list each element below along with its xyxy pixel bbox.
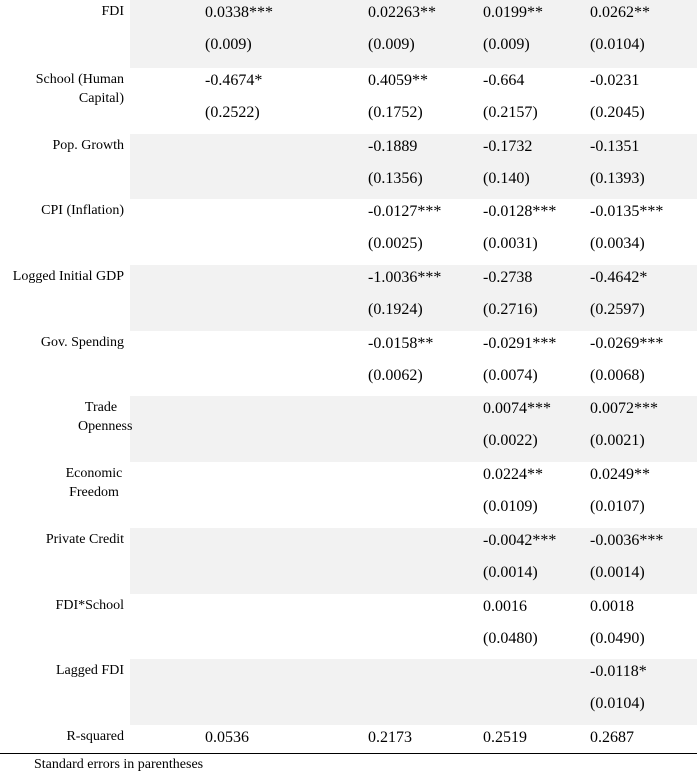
standard-error: (0.0490): [590, 629, 645, 647]
coefficient: -0.0158**: [368, 334, 434, 352]
coefficient: 0.0338***: [205, 4, 273, 21]
coefficient: -0.0127***: [368, 203, 442, 221]
coefficient: 0.0224**: [483, 466, 543, 484]
table-row-cpi: [0, 199, 697, 265]
table-row-school: [0, 68, 697, 134]
row-label: FDI: [0, 0, 130, 68]
coefficient: 0.0074***: [483, 400, 551, 418]
row-label: Trade Openness: [0, 396, 130, 462]
coefficient: -0.0042***: [483, 531, 557, 549]
coefficient: -0.1889: [368, 137, 418, 155]
coefficient: -0.0231: [590, 72, 640, 89]
coefficient: -0.1351: [590, 137, 640, 155]
standard-error: (0.2597): [590, 301, 645, 319]
standard-error: (0.0107): [590, 498, 645, 516]
standard-error: (0.0074): [483, 366, 538, 384]
coefficient: -0.0269***: [590, 334, 664, 352]
standard-error: (0.1356): [368, 169, 423, 187]
row-label: School (Human Capital): [35, 72, 124, 106]
coefficient: 0.02263**: [368, 4, 436, 21]
coefficient: -0.0118*: [590, 663, 647, 681]
coefficient: 0.0072***: [590, 400, 658, 418]
coefficient: -0.0036***: [590, 531, 664, 549]
coefficient: -0.0135***: [590, 203, 664, 221]
row-label: R-squared: [66, 728, 124, 744]
standard-error: (0.009): [368, 36, 415, 53]
row-label: FDI*School: [55, 597, 124, 613]
table-row-gov-spending: [0, 331, 697, 397]
standard-error: (0.0034): [590, 235, 645, 253]
coefficient: 0.0018: [590, 597, 634, 615]
standard-error: (0.0014): [590, 563, 645, 581]
row-label: CPI (Inflation): [41, 203, 124, 219]
standard-error: (0.0025): [368, 235, 423, 253]
row-label: Logged Initial GDP: [0, 265, 130, 331]
standard-error: (0.009): [205, 36, 252, 53]
row-label: Gov. Spending: [40, 334, 124, 350]
table-row-private-credit: [0, 528, 697, 594]
coefficient: 0.0262**: [590, 4, 650, 21]
row-label: Economic Freedom: [65, 466, 123, 501]
standard-error: (0.0014): [483, 563, 538, 581]
table-bottom-rule: [0, 753, 697, 754]
standard-error: (0.0104): [590, 695, 645, 713]
standard-error: (0.2716): [483, 301, 538, 319]
standard-error: (0.2522): [205, 104, 260, 121]
coefficient: 0.4059**: [368, 72, 428, 89]
standard-error: (0.0031): [483, 235, 538, 253]
standard-error: (0.0021): [590, 432, 645, 450]
standard-error: (0.0104): [590, 36, 645, 53]
coefficient: 0.2173: [368, 728, 412, 746]
table-row-pop-growth: [0, 134, 697, 200]
table-row-fdi-school: [0, 594, 697, 660]
standard-error: (0.0022): [483, 432, 538, 450]
coefficient: 0.2519: [483, 728, 527, 746]
standard-error: (0.009): [483, 36, 530, 53]
standard-error: (0.2045): [590, 104, 645, 121]
coefficient: -0.0291***: [483, 334, 557, 352]
standard-error: (0.0109): [483, 498, 538, 516]
row-label: Pop. Growth: [0, 134, 130, 200]
standard-error: (0.0062): [368, 366, 423, 384]
coefficient: 0.0016: [483, 597, 527, 615]
standard-error: (0.1393): [590, 169, 645, 187]
coefficient: -0.4674*: [205, 72, 263, 89]
table-row-logged-gdp: [0, 265, 697, 331]
standard-error: (0.2157): [483, 104, 538, 121]
coefficient: -0.2738: [483, 269, 533, 287]
coefficient: 0.0536: [205, 728, 249, 746]
standard-error: (0.0480): [483, 629, 538, 647]
coefficient: -0.4642*: [590, 269, 648, 287]
table-row-trade-openness: [0, 396, 697, 462]
coefficient: 0.0199**: [483, 4, 543, 21]
table-row-economic-freedom: [0, 462, 697, 528]
table-row-fdi: [0, 0, 697, 68]
row-label: Private Credit: [0, 528, 130, 594]
table-row-lagged-fdi: [0, 659, 697, 725]
coefficient: -0.664: [483, 72, 525, 89]
standard-error: (0.140): [483, 169, 530, 187]
table-footnote: Standard errors in parentheses: [34, 757, 204, 772]
standard-error: (0.1924): [368, 301, 423, 319]
coefficient: -0.0128***: [483, 203, 557, 221]
coefficient: 0.2687: [590, 728, 634, 746]
coefficient: 0.0249**: [590, 466, 650, 484]
coefficient: -1.0036***: [368, 269, 442, 287]
row-label: Lagged FDI: [0, 659, 130, 725]
coefficient: -0.1732: [483, 137, 533, 155]
standard-error: (0.0068): [590, 366, 645, 384]
standard-error: (0.1752): [368, 104, 423, 121]
